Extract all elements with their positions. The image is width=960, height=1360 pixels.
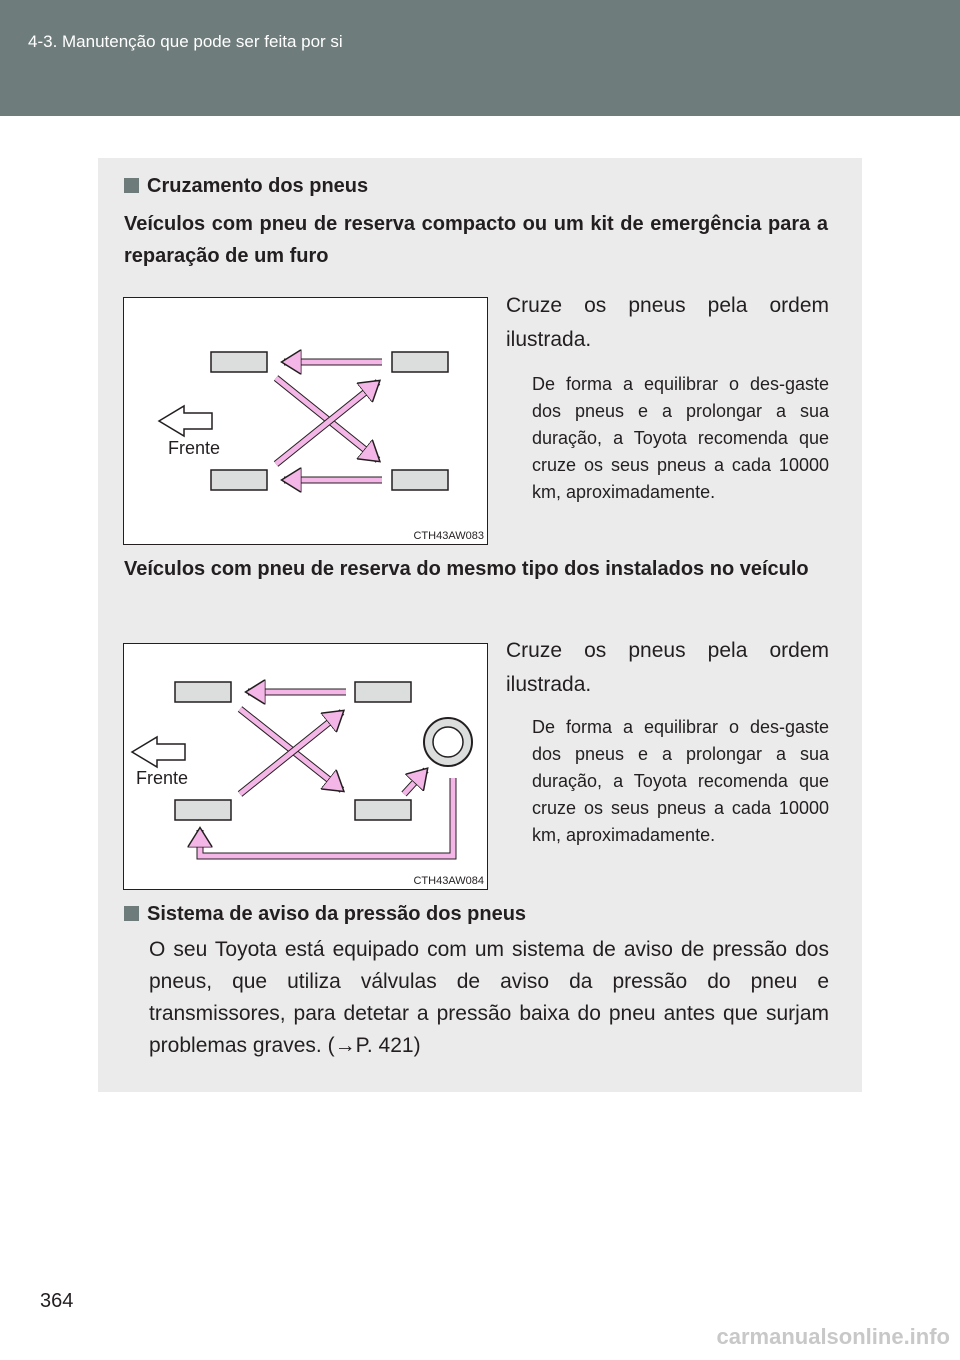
rotation-diagram-2 <box>124 644 487 889</box>
rotation-title: Cruzamento dos pneus <box>147 175 369 197</box>
page-number: 364 <box>40 1290 74 1312</box>
tpws-body: O seu Toyota está equipado com um sistema de aviso de pressão dos pneus, que utiliza válvulas de aviso da pressão do pneu e transmissores, para detetar a pressão baixa do pneu antes que surjam problemas graves. (→P. 421) <box>149 938 829 1057</box>
figure-code: CTH43AW083 <box>413 530 484 542</box>
front-label: Frente <box>136 768 189 788</box>
tire-rear-right <box>355 800 411 820</box>
bullet-square-icon <box>124 178 139 193</box>
tire-front-left <box>211 352 267 372</box>
tire-rear-left <box>392 352 448 372</box>
tire-front-right <box>175 800 231 820</box>
group2-note: De forma a equilibrar o des-gaste dos pneus e a prolongar a sua duração, a Toyota recomenda que cruze os seus pneus a cada 10000 km, aproximadamente. <box>532 717 829 845</box>
tire-rear-right <box>392 470 448 490</box>
tire-rear-left <box>355 682 411 702</box>
arrow-rear-right-to-spare <box>404 770 426 794</box>
rotation-heading <box>124 175 368 198</box>
section-title: 4-3. Manutenção que pode ser feita por si <box>28 32 343 51</box>
group1-instruction: Cruze os pneus pela ordem ilustrada. <box>506 294 829 351</box>
bullet-square-icon <box>124 906 139 921</box>
group2-instruction: Cruze os pneus pela ordem ilustrada. <box>506 639 829 696</box>
front-label: Frente <box>168 438 221 458</box>
tpws-heading <box>124 903 526 926</box>
rotation-figure-full-spare <box>123 643 488 890</box>
group1-subheading: Veículos com pneu de reserva compacto ou um kit de emergência para a reparação de um furo <box>124 213 828 267</box>
page-header <box>0 0 960 116</box>
front-direction-arrow-icon <box>132 737 185 767</box>
group2-subheading: Veículos com pneu de reserva do mesmo tipo dos instalados no veículo <box>124 558 809 580</box>
arrow-spare-to-front-right <box>200 778 453 856</box>
rotation-figure-compact-spare <box>123 297 488 545</box>
figure-code: CTH43AW084 <box>413 875 484 887</box>
tire-front-left <box>175 682 231 702</box>
rotation-diagram-1 <box>124 298 487 544</box>
group1-note: De forma a equilibrar o des-gaste dos pneus e a prolongar a sua duração, a Toyota recomenda que cruze os seus pneus a cada 10000 km, aproximadamente. <box>532 374 829 502</box>
watermark: carmanualsonline.info <box>716 1324 950 1349</box>
tpws-title: Sistema de aviso da pressão dos pneus <box>147 903 527 925</box>
tire-front-right <box>211 470 267 490</box>
front-direction-arrow-icon <box>159 406 212 436</box>
